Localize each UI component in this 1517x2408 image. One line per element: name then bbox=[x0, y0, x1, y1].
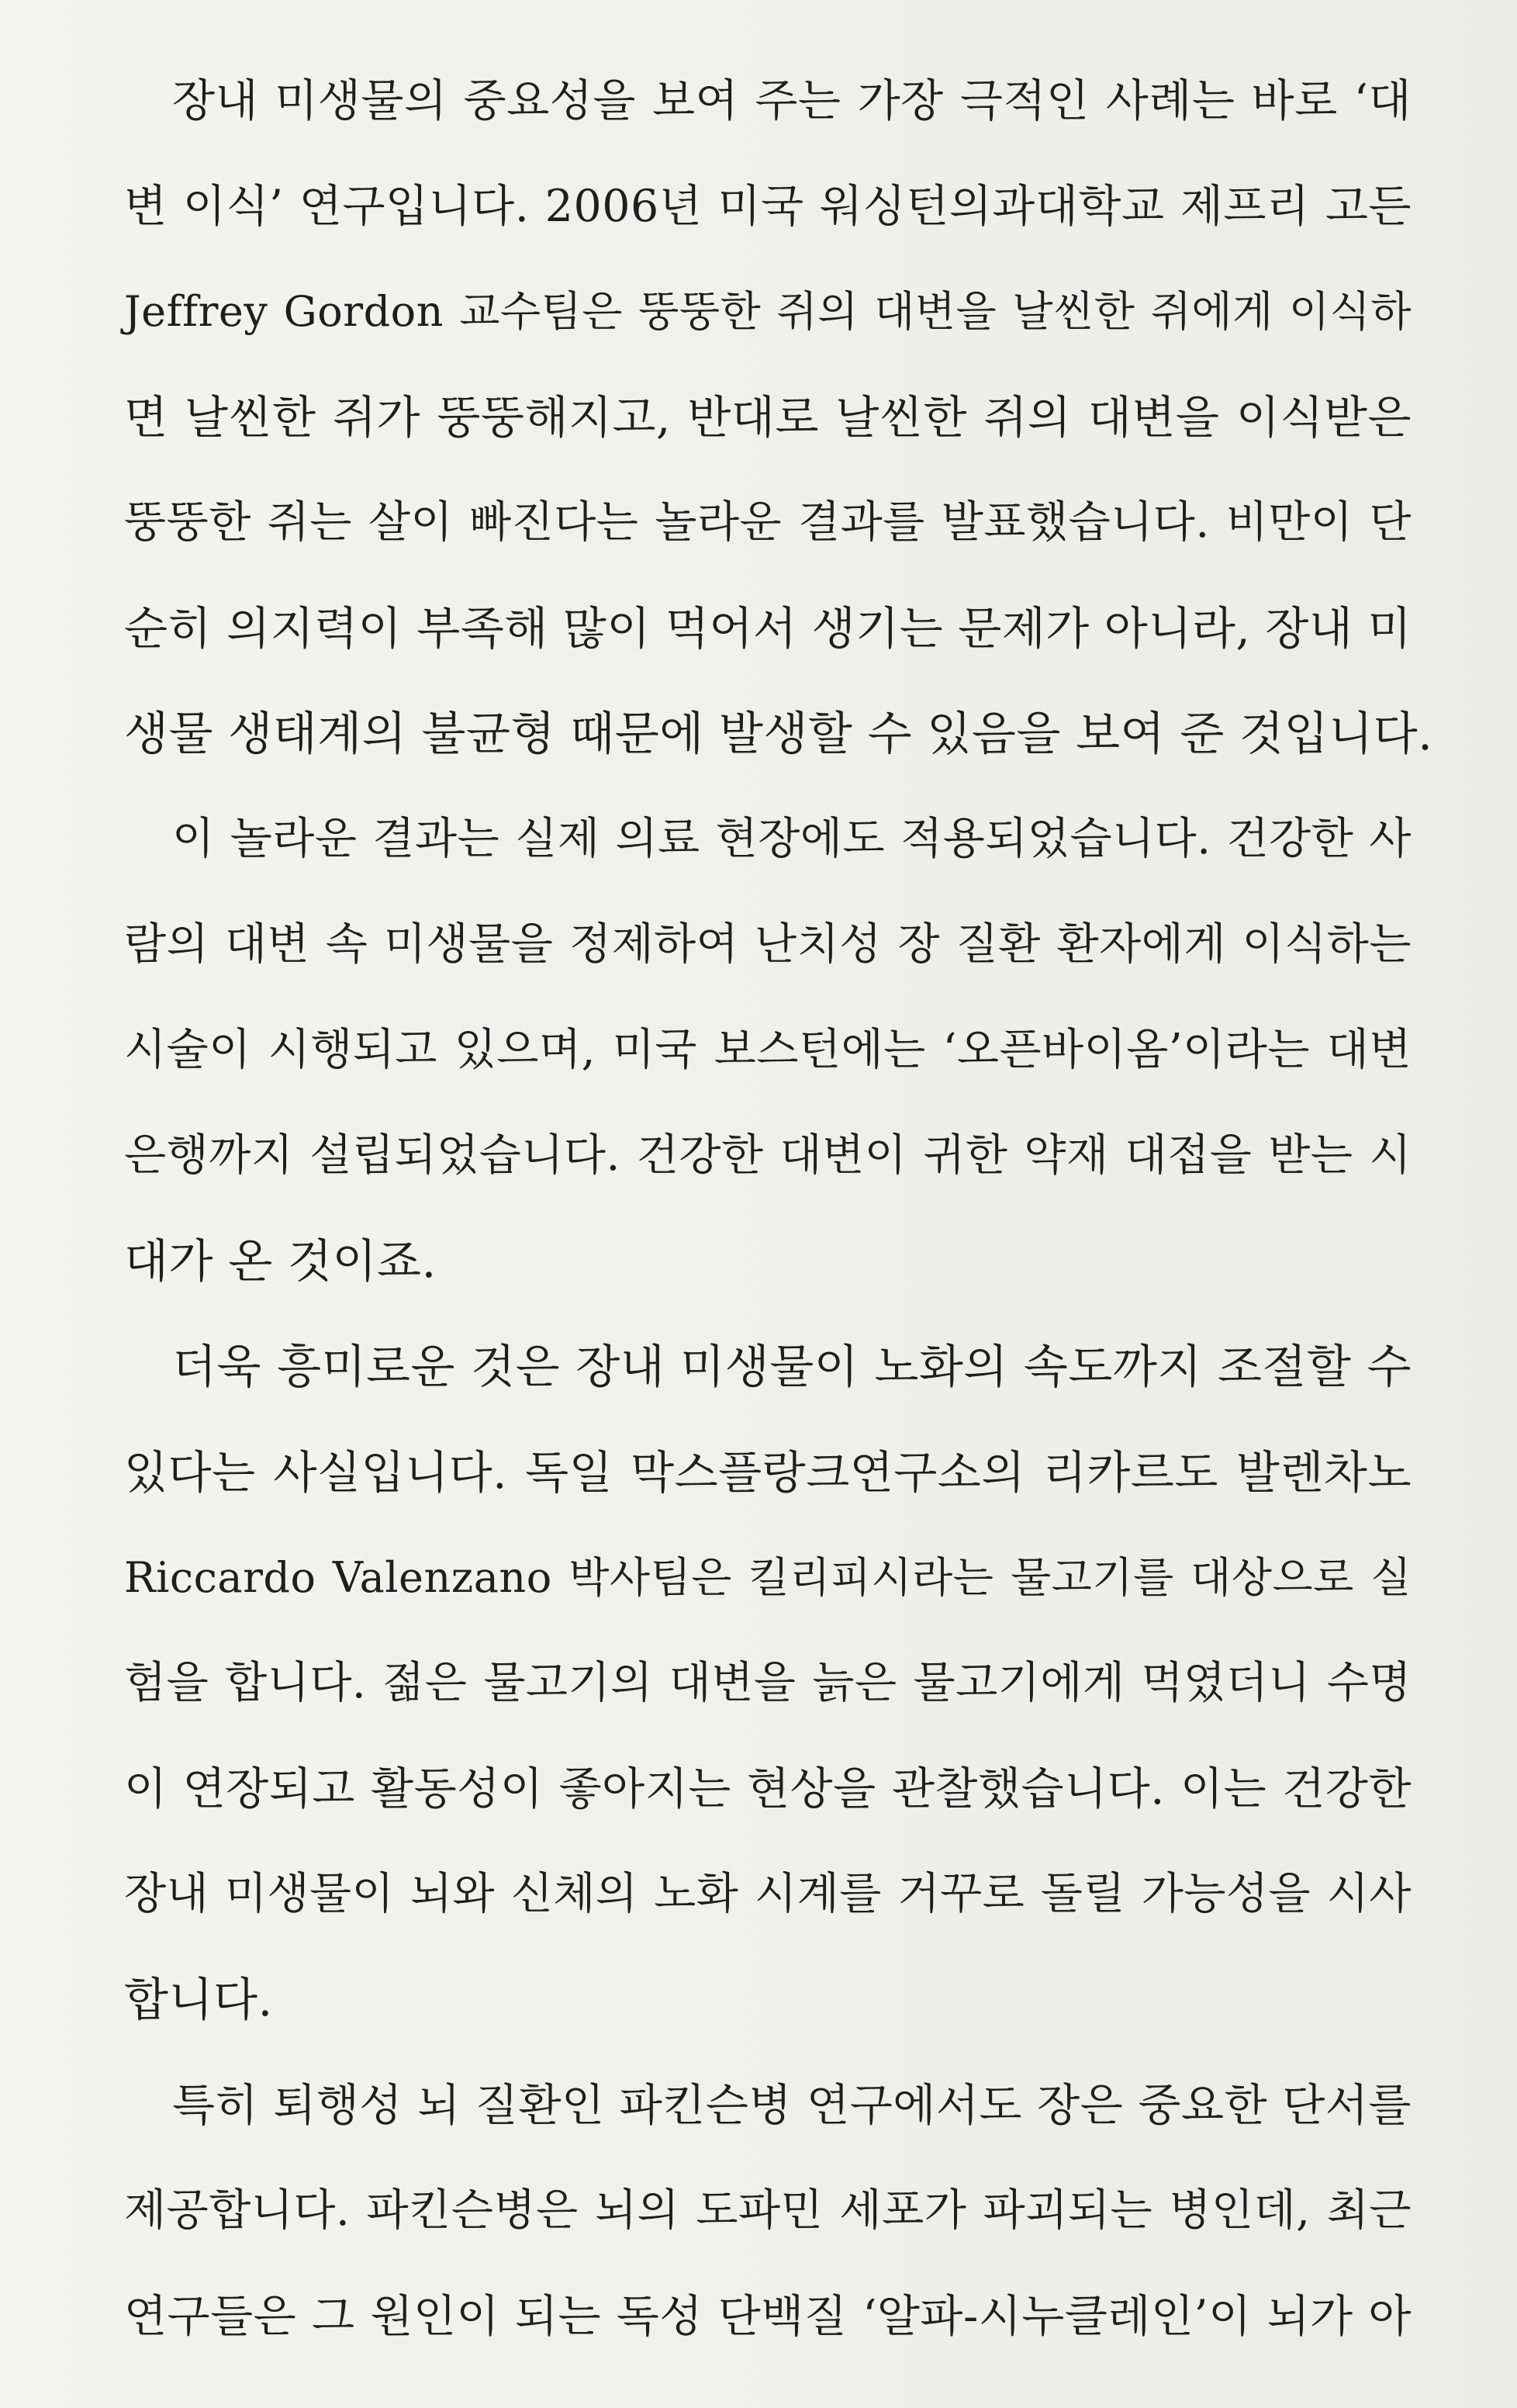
text-line: 특히 퇴행성 뇌 질환인 파킨슨병 연구에서도 장은 중요한 단서를 bbox=[172, 2080, 1412, 2131]
text-line: 생물 생태계의 불균형 때문에 발생할 수 있음을 보여 준 것입니다. bbox=[124, 707, 1433, 760]
text-line: 더욱 흥미로운 것은 장내 미생물이 노화의 속도까지 조절할 수 bbox=[172, 1340, 1412, 1393]
text-line: 면 날씬한 쥐가 뚱뚱해지고, 반대로 날씬한 쥐의 대변을 이식받은 bbox=[124, 391, 1412, 444]
text-line: 험을 합니다. 젊은 물고기의 대변을 늙은 물고기에게 먹였더니 수명 bbox=[124, 1658, 1412, 1708]
text-line: 이 놀라운 결과는 실제 의료 현장에도 적용되었습니다. 건강한 사 bbox=[172, 814, 1412, 864]
text-line: 있다는 사실입니다. 독일 막스플랑크연구소의 리카르도 발렌차노 bbox=[124, 1446, 1412, 1499]
text-line: 변 이식’ 연구입니다. 2006년 미국 워싱턴의과대학교 제프리 고든 bbox=[124, 181, 1412, 232]
text-line: Riccardo Valenzano 박사팀은 킬리피시라는 물고기를 대상으로 실 bbox=[124, 1553, 1412, 1602]
text-line: 뚱뚱한 쥐는 살이 빠진다는 놀라운 결과를 발표했습니다. 비만이 단 bbox=[124, 497, 1412, 548]
text-line: 장내 미생물이 뇌와 신체의 노화 시계를 거꾸로 돌릴 가능성을 시사 bbox=[124, 1869, 1412, 1919]
text-line: 은행까지 설립되었습니다. 건강한 대변이 귀한 약재 대접을 받는 시 bbox=[124, 1130, 1412, 1181]
text-line: 람의 대변 속 미생물을 정제하여 난치성 장 질환 환자에게 이식하는 bbox=[124, 919, 1412, 970]
text-line: 시술이 시행되고 있으며, 미국 보스턴에는 ‘오픈바이옴’이라는 대변 bbox=[124, 1025, 1412, 1075]
text-line: 합니다. bbox=[124, 1973, 273, 2026]
text-line: Jeffrey Gordon 교수팀은 뚱뚱한 쥐의 대변을 날씬한 쥐에게 이식하 bbox=[124, 287, 1412, 336]
text-line: 장내 미생물의 중요성을 보여 주는 가장 극적인 사례는 바로 ‘대 bbox=[172, 75, 1412, 126]
text-line: 이 연장되고 활동성이 좋아지는 현상을 관찰했습니다. 이는 건강한 bbox=[124, 1763, 1412, 1815]
text-line: 순히 의지력이 부족해 많이 먹어서 생기는 문제가 아니라, 장내 미 bbox=[124, 602, 1412, 655]
text-line: 제공합니다. 파킨슨병은 뇌의 도파민 세포가 파괴되는 병인데, 최근 bbox=[124, 2185, 1412, 2236]
text-line: 연구들은 그 원인이 되는 독성 단백질 ‘알파-시누클레인’이 뇌가 아 bbox=[124, 2291, 1412, 2342]
text-line: 대가 온 것이죠. bbox=[124, 1234, 437, 1288]
